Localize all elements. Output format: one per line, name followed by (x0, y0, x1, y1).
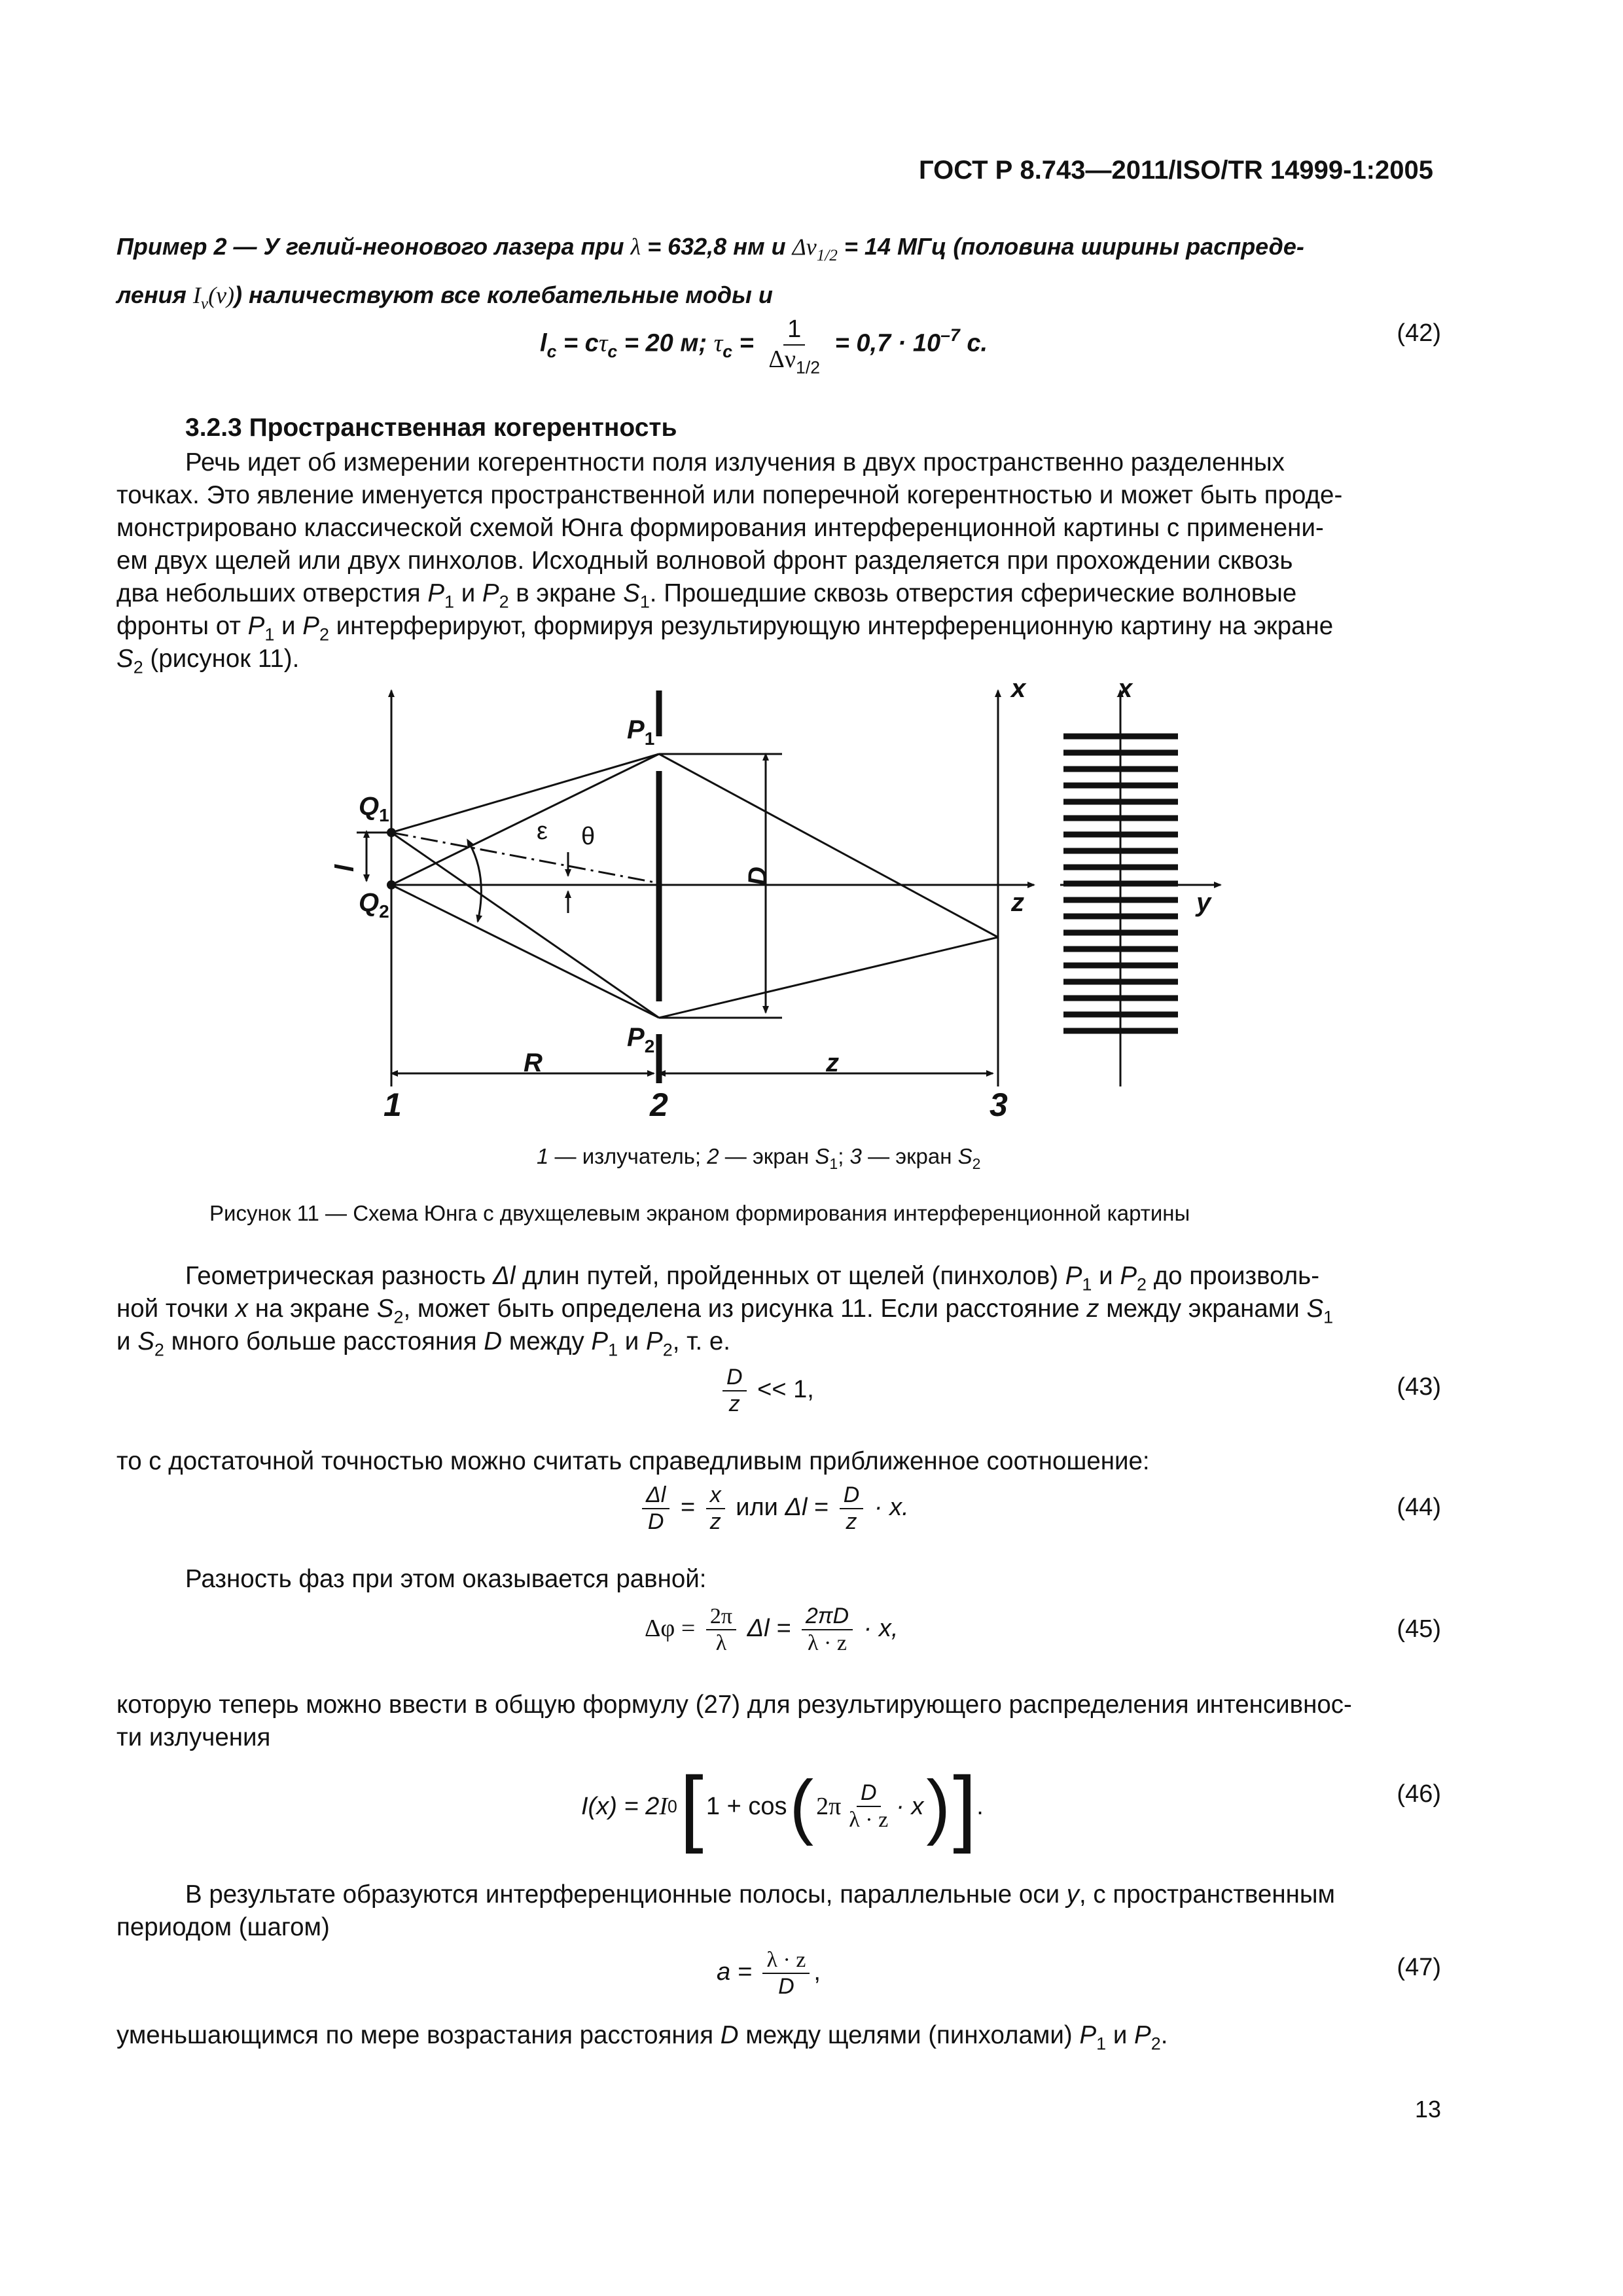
svg-text:x: x (1011, 674, 1026, 703)
equation-number-45: (45) (1397, 1615, 1441, 1643)
example-2: Пример 2 — У гелий-неонового лазера при λ = 632,8 нм и $\Delta\nu_{1/2} = 14$ МГц (половина ширины распреде- ления $I_\nu(\nu)$) наличествуют все колебательные моды и (116, 233, 1304, 313)
svg-text:θ: θ (581, 823, 596, 850)
figure-caption: Рисунок 11 — Схема Юнга с двухщелевым экраном формирования интерференционной картины (209, 1201, 1190, 1225)
equation-44: $\frac{\Delta l}{D}$ = $\frac{x}{z}$ или Δl = $\frac{D}{z}$ · x. (638, 1482, 909, 1535)
svg-text:z: z (1011, 888, 1024, 917)
svg-text:2: 2 (650, 1086, 668, 1123)
ray-q2-p2 (391, 885, 659, 1018)
paragraph-period: уменьшающимся по мере возрастания расстояния D между щелями (пинхолами) $P_1$ и $P_2$. (116, 2021, 1168, 2054)
figure-legend: 1 — излучатель; 2 — экран $S_1$; 3 — экран $S_2$ (537, 1144, 981, 1173)
equation-46: I(x) = 2 I 0 [ 1 + cos ( 2π $\frac{D}{\lambda \cdot z}$ · x ) ] . (581, 1759, 984, 1854)
ray-p1-screen (659, 754, 998, 937)
svg-text:P1: $P_1$ (627, 715, 655, 749)
page-number: 13 (1414, 2096, 1441, 2123)
svg-text:Q1: $Q_1$ (359, 792, 389, 825)
ray-q1-p1 (391, 754, 659, 833)
ray-p2-screen (659, 937, 998, 1018)
equation-43: $\frac{D}{z}$ << 1, (719, 1365, 814, 1417)
equation-45: Δφ = $\frac{2\pi}{\lambda}$ Δl = $\frac{2\pi D}{\lambda \cdot z}$ · x, (645, 1604, 899, 1656)
svg-text:x: x (1118, 674, 1133, 703)
svg-text:D: D (743, 867, 772, 886)
equation-number-47: (47) (1397, 1954, 1441, 1981)
equation-42: $l_c = c\tau_c = 20$ м; $\tau_c$ = $\frac{1}{\Delta\nu_{1/2}}$ = $0,7 \cdot 10^{-7}$ с. (540, 315, 988, 377)
svg-text:ε: ε (537, 817, 548, 845)
svg-text:3: 3 (990, 1086, 1008, 1123)
section-heading: 3.2.3 Пространственная когерентность (185, 414, 677, 442)
ray-q1-p2 (391, 833, 659, 1018)
equation-number-46: (46) (1397, 1780, 1441, 1808)
equation-number-44: (44) (1397, 1494, 1441, 1521)
ray-q2-p1 (391, 754, 659, 885)
paragraph-spatial-coherence: Речь идет об измерении когерентности поля излучения в двух пространственно разделенных точках. Это явление именуется пространственной или поперечной когерентностью и может быть проде- монстрировано классической схемой Юнга формирования интерференционной картины с применени- ем двух щелей или двух пинхолов. Исходный волновой фронт разделяется при прохождении сквозь два небольших отверстия $P_1$ и $P_2$ в экране $S_1$. Прошедшие сквозь отверстия сферические волновые фронты от $P_1$ и $P_2$ интерферируют, формируя результирующую интерференционную картину на экране $S_2$ (рисунок 11). (116, 448, 1343, 677)
svg-text:P2: $P_2$ (627, 1023, 655, 1056)
paragraph-approximation: то с достаточной точностью можно считать справедливым приближенное соотношение: (116, 1447, 1150, 1475)
svg-text:1: 1 (383, 1086, 402, 1123)
paragraph-fringes: В результате образуются интерференционные полосы, параллельные оси y, с пространственным периодом (шагом) (116, 1880, 1335, 1941)
dash-dot-line (391, 833, 654, 882)
paragraph-path-difference: Геометрическая разность Δl длин путей, пройденных от щелей (пинхолов) $P_1$ и $P_2$ до произволь- ной точки x на экране $S_2$, может быть определена из рисунка 11. Если расстояние z между экранами $S_1$ и $S_2$ много больше расстояния D между $P_1$ и $P_2$, т. е. (116, 1262, 1334, 1360)
equation-47: a = $\frac{\lambda \cdot z}{D}$ , (717, 1948, 821, 2000)
point-q2 (387, 880, 396, 889)
document-header: ГОСТ Р 8.743—2011/ISO/TR 14999-1:2005 (918, 156, 1433, 185)
equation-number-42: (42) (1397, 319, 1441, 347)
svg-text:l: l (330, 864, 359, 872)
paragraph-phase-difference: Разность фаз при этом оказывается равной: (185, 1565, 707, 1593)
paragraph-general-formula: которую теперь можно ввести в общую формулу (27) для результирующего распределения интенсивнос- ти излучения (116, 1691, 1352, 1751)
equation-number-43: (43) (1397, 1373, 1441, 1401)
svg-text:R: R (524, 1049, 543, 1077)
point-q1 (387, 828, 396, 837)
epsilon-arc (470, 844, 481, 922)
svg-text:y: y (1196, 888, 1211, 917)
svg-text:z: z (826, 1049, 839, 1077)
svg-text:Q2: $Q_2$ (359, 888, 389, 922)
